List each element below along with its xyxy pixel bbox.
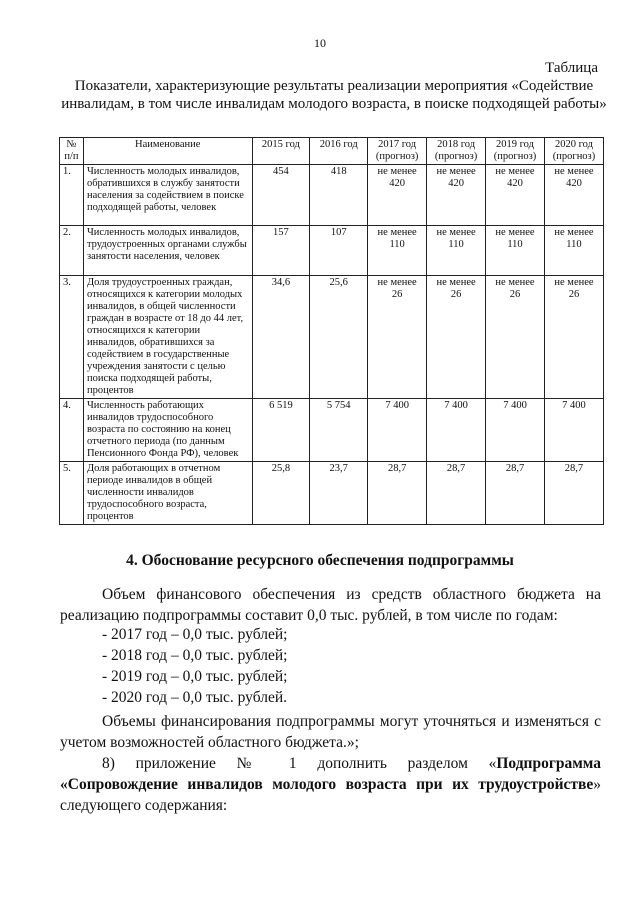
value-2016: 418 xyxy=(310,165,368,226)
funding-year-item: - 2020 год – 0,0 тыс. рублей. xyxy=(102,689,288,706)
row-name: Численность молодых инвалидов, трудоустроенных органами службы занятости населения, человек xyxy=(83,226,252,276)
value-2019: не менее 110 xyxy=(486,226,545,276)
row-name: Численность работающих инвалидов трудоспособного возраста по состоянию на конец отчетного периода (по данным Пенсионного Фонда РФ), человек xyxy=(83,399,252,462)
value-2017: не менее 26 xyxy=(368,276,427,399)
item-8-paragraph xyxy=(60,753,601,816)
row-number: 2. xyxy=(60,226,84,276)
row-number: 4. xyxy=(60,399,84,462)
value-2016: 107 xyxy=(310,226,368,276)
funding-year-item: - 2019 год – 0,0 тыс. рублей; xyxy=(102,668,288,685)
table-header-row xyxy=(60,138,604,165)
value-2020: не менее 26 xyxy=(544,276,603,399)
value-2016: 23,7 xyxy=(310,462,368,525)
table-row xyxy=(60,462,604,525)
funding-year-item: - 2018 год – 0,0 тыс. рублей; xyxy=(102,647,288,664)
section-heading: 4. Обоснование ресурсного обеспечения подпрограммы xyxy=(126,552,514,569)
row-number: 1. xyxy=(60,165,84,226)
value-2017: 7 400 xyxy=(368,399,427,462)
value-2015: 454 xyxy=(252,165,310,226)
value-2018: не менее 110 xyxy=(427,226,486,276)
row-number: 3. xyxy=(60,276,84,399)
value-2019: 7 400 xyxy=(486,399,545,462)
value-2020: не менее 110 xyxy=(544,226,603,276)
row-name: Доля работающих в отчетном периоде инвалидов в общей численности инвалидов трудоспособного возраста, процентов xyxy=(83,462,252,525)
value-2015: 157 xyxy=(252,226,310,276)
table-caption: Таблица xyxy=(545,60,598,76)
table-row xyxy=(60,399,604,462)
header-cell: 2017 год (прогноз) xyxy=(368,138,427,165)
value-2019: 28,7 xyxy=(486,462,545,525)
indicators-table xyxy=(59,137,604,525)
value-2020: 28,7 xyxy=(544,462,603,525)
table-row xyxy=(60,276,604,399)
header-cell: 2016 год xyxy=(310,138,368,165)
value-2016: 25,6 xyxy=(310,276,368,399)
funding-year-item: - 2017 год – 0,0 тыс. рублей; xyxy=(102,626,288,643)
value-2018: 7 400 xyxy=(427,399,486,462)
table-row xyxy=(60,165,604,226)
value-2017: 28,7 xyxy=(368,462,427,525)
value-2019: не менее 26 xyxy=(486,276,545,399)
funding-note-paragraph: Объемы финансирования подпрограммы могут уточняться и изменяться с учетом возможностей областного бюджета.»; xyxy=(60,713,601,751)
value-2018: не менее 26 xyxy=(427,276,486,399)
header-cell: 2018 год (прогноз) xyxy=(427,138,486,165)
value-2016: 5 754 xyxy=(310,399,368,462)
value-2017: не менее 420 xyxy=(368,165,427,226)
value-2020: 7 400 xyxy=(544,399,603,462)
header-cell: 2015 год xyxy=(252,138,310,165)
value-2018: не менее 420 xyxy=(427,165,486,226)
table-row xyxy=(60,226,604,276)
value-2015: 6 519 xyxy=(252,399,310,462)
header-cell: 2019 год (прогноз) xyxy=(486,138,545,165)
funding-intro-paragraph: Объем финансового обеспечения из средств областного бюджета на реализацию подпрограммы составит 0,0 тыс. рублей, в том числе по годам: xyxy=(60,586,601,624)
header-cell: 2020 год (прогноз) xyxy=(544,138,603,165)
value-2017: не менее 110 xyxy=(368,226,427,276)
header-cell: № п/п xyxy=(60,138,84,165)
value-2015: 25,8 xyxy=(252,462,310,525)
row-name: Численность молодых инвалидов, обратившихся в службу занятости населения за содействием в поиске подходящей работы, человек xyxy=(83,165,252,226)
value-2018: 28,7 xyxy=(427,462,486,525)
item-8-subprogram-title: Подпрограмма «Сопровождение инвалидов молодого возраста при их трудоустройстве xyxy=(60,755,601,793)
row-name: Доля трудоустроенных граждан, относящихся к категории молодых инвалидов, в общей численности граждан в возрасте от 18 до 44 лет, относящихся к категории инвалидов, обратившихся за содействием в государственные учреждения занятости с целью поиска подходящей работы, процентов xyxy=(83,276,252,399)
item-8-prefix: 8) приложение № 1 дополнить разделом « xyxy=(102,755,497,772)
value-2020: не менее 420 xyxy=(544,165,603,226)
value-2015: 34,6 xyxy=(252,276,310,399)
item-8-suffix: » следующего содержания: xyxy=(60,776,601,814)
row-number: 5. xyxy=(60,462,84,525)
page-number: 10 xyxy=(314,36,326,50)
value-2019: не менее 420 xyxy=(486,165,545,226)
table-title: Показатели, характеризующие результаты реализации мероприятия «Содействие инвалидам, в том числе инвалидам молодого возраста, в поиске подходящей работы» xyxy=(61,78,607,112)
header-cell: Наименование xyxy=(83,138,252,165)
